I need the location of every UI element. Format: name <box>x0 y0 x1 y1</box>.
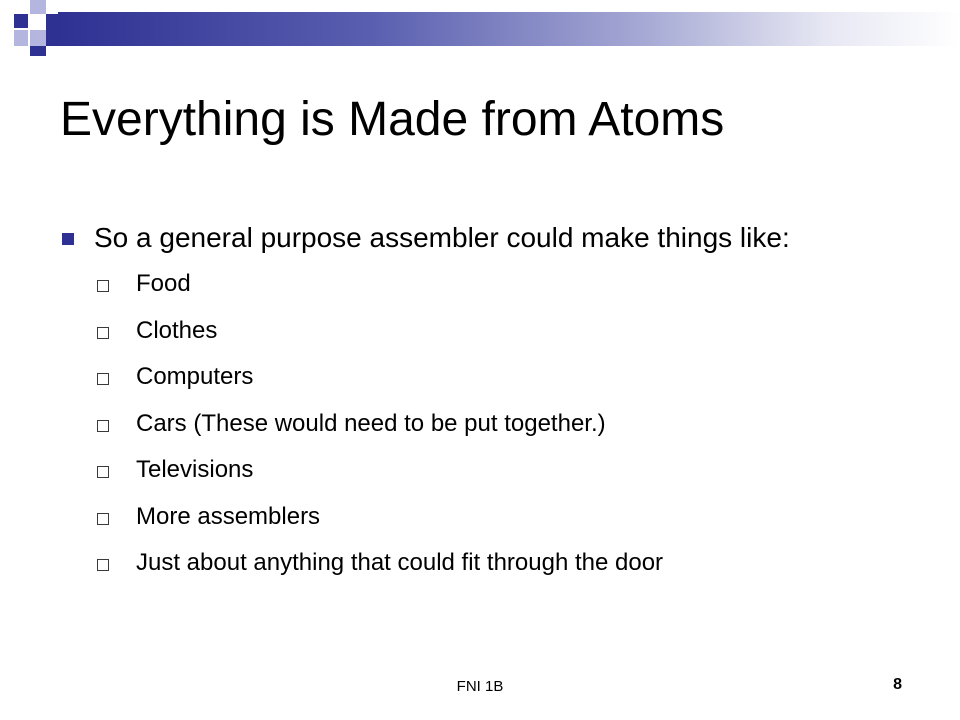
deco-square-dark-2 <box>46 14 58 46</box>
slide-number: 8 <box>893 676 902 693</box>
sub-bullet-text: Clothes <box>136 316 218 344</box>
hollow-box-bullet-icon <box>97 373 109 385</box>
deco-square-light-2 <box>14 30 28 46</box>
deco-square-dark-1 <box>14 14 28 28</box>
sub-bullet-text: Just about anything that could fit through the door <box>136 549 664 576</box>
slide-title: Everything is Made from Atoms <box>60 93 725 146</box>
sub-bullet-text: Food <box>136 270 191 297</box>
deco-square-light-3 <box>30 30 46 46</box>
slide-footer: FNI 1B <box>456 678 504 695</box>
bullet-list <box>60 218 920 595</box>
sub-bullet-item <box>94 502 920 532</box>
sub-bullet-text: Televisions <box>136 456 254 483</box>
deco-square-light-1 <box>30 0 46 14</box>
sub-bullet-item <box>94 362 920 392</box>
hollow-box-bullet-icon <box>97 420 109 432</box>
hollow-box-bullet-icon <box>97 559 109 571</box>
sub-bullet-item <box>94 316 920 346</box>
hollow-box-bullet-icon <box>97 280 109 292</box>
square-bullet-icon <box>62 233 74 245</box>
bullet-item <box>60 218 920 257</box>
sub-bullet-text: More assemblers <box>136 502 321 530</box>
sub-bullet-text: Cars (These would need to be put together.) <box>136 409 606 437</box>
sub-bullet-item <box>94 409 920 439</box>
bullet-text: So a general purpose assembler could make things like: <box>94 222 790 253</box>
sub-bullet-item <box>94 455 920 485</box>
hollow-box-bullet-icon <box>97 327 109 339</box>
hollow-box-bullet-icon <box>97 513 109 525</box>
header-gradient-bar <box>58 12 960 46</box>
deco-square-dark-3 <box>30 46 46 56</box>
hollow-box-bullet-icon <box>97 466 109 478</box>
sub-bullet-list <box>94 269 920 578</box>
sub-bullet-text: Computers <box>136 363 254 390</box>
sub-bullet-item <box>94 269 920 299</box>
sub-bullet-item <box>94 548 920 578</box>
